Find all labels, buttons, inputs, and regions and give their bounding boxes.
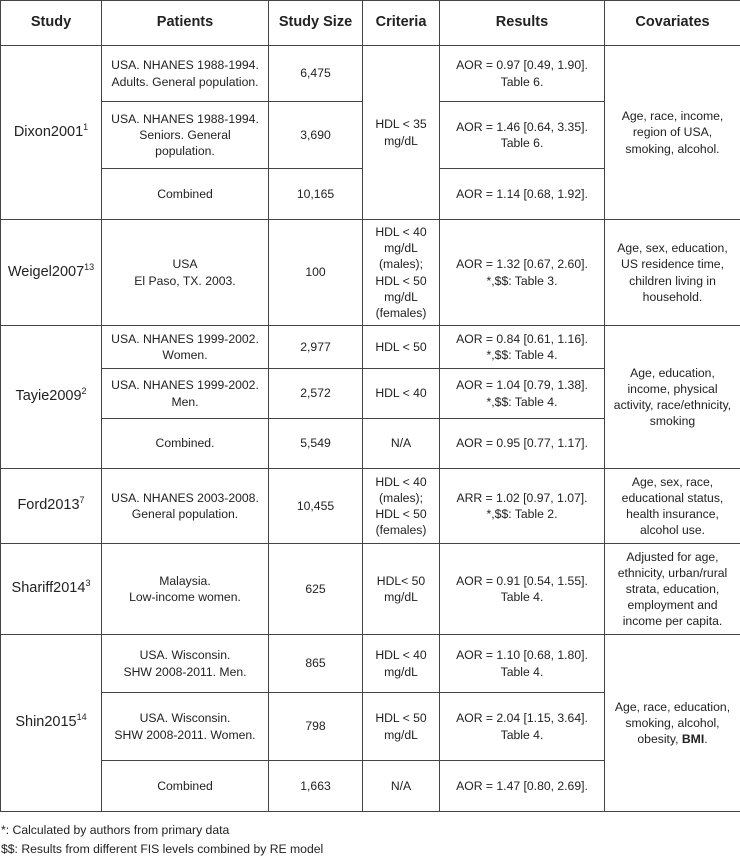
results-cell: ARR = 1.02 [0.97, 1.07]. *,$$: Table 2. [440,469,605,544]
size-cell: 10,455 [269,469,363,544]
study-name-cell [1,469,102,544]
header-criteria: Criteria [363,1,440,46]
results-cell: AOR = 1.14 [0.68, 1.92]. [440,169,605,220]
results-cell: AOR = 2.04 [1.15, 3.64]. Table 4. [440,693,605,761]
criteria-cell: HDL < 40 mg/dL (males); HDL < 50 mg/dL (females) [363,220,440,326]
patients-cell: Combined. [102,419,269,469]
study-name-cell [1,326,102,469]
study-name-cell [1,635,102,812]
study-ref: 2 [81,386,87,397]
table-row [1,46,740,102]
table-row [1,635,740,693]
footnote-dollars: $$: Results from different FIS levels combined by RE model [1,842,324,856]
covariates-cell: Age, education, income, physical activity, race/ethnicity, smoking [605,326,740,469]
size-cell: 3,690 [269,102,363,169]
study-name-cell [1,220,102,326]
results-cell: AOR = 0.84 [0.61, 1.16]. *,$$: Table 4. [440,326,605,369]
size-cell: 865 [269,635,363,693]
criteria-cell: HDL < 40 [363,369,440,419]
study-ref: 1 [83,122,89,133]
header-covariates: Covariates [605,1,740,46]
table-row [1,544,740,635]
size-cell: 5,549 [269,419,363,469]
criteria-cell: HDL< 50 mg/dL [363,544,440,635]
covariates-cell: Age, race, income, region of USA, smoking, alcohol. [605,46,740,220]
results-cell: AOR = 0.91 [0.54, 1.55]. Table 4. [440,544,605,635]
results-cell: AOR = 1.46 [0.64, 3.35]. Table 6. [440,102,605,169]
patients-cell: USA. Wisconsin. SHW 2008-2011. Women. [102,693,269,761]
study-name: Shin2015 [15,714,77,731]
patients-cell: USA El Paso, TX. 2003. [102,220,269,326]
size-cell: 1,663 [269,761,363,812]
study-name-cell [1,46,102,220]
criteria-cell: N/A [363,761,440,812]
results-cell: AOR = 1.04 [0.79, 1.38]. *,$$: Table 4. [440,369,605,419]
results-cell: AOR = 1.47 [0.80, 2.69]. [440,761,605,812]
study-ref: 13 [84,262,95,273]
results-cell: AOR = 1.32 [0.67, 2.60]. *,$$: Table 3. [440,220,605,326]
patients-cell: Combined [102,761,269,812]
study-name: Weigel2007 [7,263,85,280]
size-cell: 10,165 [269,169,363,220]
covariate-bmi: BMI [681,732,705,747]
size-cell: 625 [269,544,363,635]
patients-cell: USA. NHANES 1999-2002. Women. [102,326,269,369]
size-cell: 100 [269,220,363,326]
criteria-cell: N/A [363,419,440,469]
covariates-cell: Age, race, education, smoking, alcohol, obesity, BMI. [605,635,740,812]
footnote-asterisk: *: Calculated by authors from primary data [1,823,230,837]
size-cell: 2,572 [269,369,363,419]
covariates-cell: Age, sex, education, US residence time, children living in household. [605,220,740,326]
study-ref: 3 [85,578,91,589]
study-name: Dixon2001 [13,123,84,140]
table-row [1,326,740,369]
patients-cell: Combined [102,169,269,220]
criteria-cell: HDL < 50 [363,326,440,369]
header-study-size: Study Size [269,1,363,46]
results-cell: AOR = 0.97 [0.49, 1.90]. Table 6. [440,46,605,102]
study-ref: 14 [76,712,87,723]
study-name: Shariff2014 [11,580,86,597]
header-results: Results [440,1,605,46]
study-name-cell [1,544,102,635]
patients-cell: Malaysia. Low-income women. [102,544,269,635]
results-cell: AOR = 0.95 [0.77, 1.17]. [440,419,605,469]
patients-cell: USA. Wisconsin. SHW 2008-2011. Men. [102,635,269,693]
header-patients: Patients [102,1,269,46]
patients-cell: USA. NHANES 1988-1994. Seniors. General population. [102,102,269,169]
patients-cell: USA. NHANES 1988-1994. Adults. General population. [102,46,269,102]
header-row [1,1,740,46]
patients-cell: USA. NHANES 2003-2008. General population. [102,469,269,544]
table-row [1,469,740,544]
criteria-cell: HDL < 40 (males); HDL < 50 (females) [363,469,440,544]
study-name: Ford2013 [17,497,80,514]
study-ref: 7 [79,495,85,506]
size-cell: 798 [269,693,363,761]
results-cell: AOR = 1.10 [0.68, 1.80]. Table 4. [440,635,605,693]
header-study: Study [1,1,102,46]
covariates-cell: Age, sex, race, educational status, health insurance, alcohol use. [605,469,740,544]
size-cell: 6,475 [269,46,363,102]
table-row [1,220,740,326]
size-cell: 2,977 [269,326,363,369]
study-name: Tayie2009 [15,388,82,405]
covariates-cell: Adjusted for age, ethnicity, urban/rural strata, education, employment and income per capita. [605,544,740,635]
patients-cell: USA. NHANES 1999-2002. Men. [102,369,269,419]
criteria-cell: HDL < 35 mg/dL [363,46,440,220]
criteria-cell: HDL < 50 mg/dL [363,693,440,761]
criteria-cell: HDL < 40 mg/dL [363,635,440,693]
